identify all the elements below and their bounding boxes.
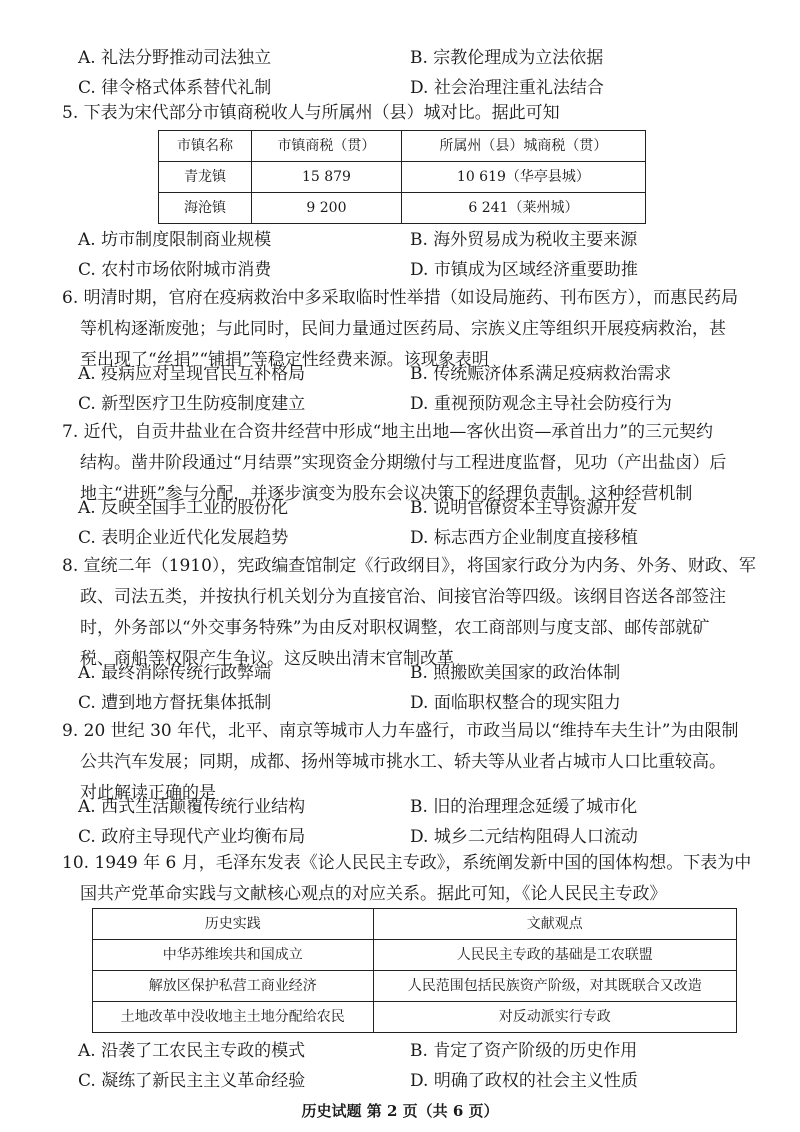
q4-option-c: C. 律令格式体系替代礼制 bbox=[78, 78, 272, 99]
q9-option-a: A. 西式生活颠覆传统行业结构 bbox=[78, 797, 306, 818]
q10-option-d: D. 明确了政权的社会主义性质 bbox=[410, 1071, 638, 1092]
q10-options bbox=[78, 1037, 778, 1097]
q8-stem-line: 税、商船等权限产生争议。这反映出清末官制改革 bbox=[80, 649, 454, 669]
table-header-cell: 市镇名称 bbox=[159, 131, 252, 162]
q6-stem-line: 至出现了“丝捐”“铺捐”等稳定性经费来源。该现象表明 bbox=[80, 350, 489, 370]
q5-option-d: D. 市镇成为区域经济重要助推 bbox=[410, 260, 638, 281]
q7-option-b: B. 说明官僚资本主导资源开发 bbox=[410, 498, 638, 519]
q7-stem-line: 地主“进班”参与分配，并逐步演变为股东会议决策下的经理负责制。这种经营机制 bbox=[80, 484, 693, 504]
q4-options bbox=[78, 44, 778, 104]
q10-option-a: A. 沿袭了工农民主专政的模式 bbox=[78, 1041, 306, 1062]
table-cell: 解放区保护私营工商业经济 bbox=[93, 971, 374, 1002]
q10-table bbox=[92, 908, 737, 1033]
table-cell: 10 619（华亭县城） bbox=[401, 162, 645, 193]
q10-stem-line: 国共产党革命实践与文献核心观点的对应关系。据此可知，《论人民民主专政》 bbox=[80, 884, 667, 904]
q8-option-a: A. 最终消除传统行政弊端 bbox=[78, 663, 272, 684]
q6-option-b: B. 传统赈济体系满足疫病救治需求 bbox=[410, 364, 672, 385]
q9-stem-line: 对此解读正确的是 bbox=[80, 783, 216, 803]
q8-option-c: C. 遭到地方督抚集体抵制 bbox=[78, 693, 272, 714]
q6-option-c: C. 新型医疗卫生防疫制度建立 bbox=[78, 394, 306, 415]
table-header-cell: 所属州（县）城商税（贯） bbox=[401, 131, 645, 162]
q9-option-b: B. 旧的治理理念延缓了城市化 bbox=[410, 797, 638, 818]
q5-options bbox=[78, 226, 778, 286]
q9-stem-line: 9. 20 世纪 30 年代，北平、南京等城市人力车盛行，市政当局以“维持车夫生计”为由限制 bbox=[62, 721, 739, 741]
table-row bbox=[159, 162, 646, 193]
q8-stem-line: 政、司法五类，并按执行机关划分为直接官治、间接官治等四级。该纲目咨送各部签注 bbox=[80, 587, 726, 607]
q10-stem-line: 10. 1949 年 6 月，毛泽东发表《论人民民主专政》，系统阐发新中国的国体构想。下表为中 bbox=[62, 853, 752, 873]
table-header-cell: 文献观点 bbox=[373, 909, 736, 940]
table-row bbox=[93, 971, 737, 1002]
table-row bbox=[93, 1002, 737, 1033]
q6-option-d: D. 重视预防观念主导社会防疫行为 bbox=[410, 394, 672, 415]
question-10 bbox=[62, 848, 782, 910]
table-row bbox=[93, 940, 737, 971]
q9-options bbox=[78, 793, 778, 853]
q10-option-c: C. 凝练了新民主主义革命经验 bbox=[78, 1071, 306, 1092]
table-cell: 人民范围包括民族资产阶级，对其既联合又改造 bbox=[373, 971, 736, 1002]
q7-option-c: C. 表明企业近代化发展趋势 bbox=[78, 528, 289, 549]
q8-option-b: B. 照搬欧美国家的政治体制 bbox=[410, 663, 621, 684]
q5-option-b: B. 海外贸易成为税收主要来源 bbox=[410, 230, 638, 251]
q7-stem-line: 结构。凿井阶段通过“月结票”实现资金分期缴付与工程进度监督，见功（产出盐卤）后 bbox=[80, 453, 727, 473]
q7-option-a: A. 反映全国手工业的股份化 bbox=[78, 498, 289, 519]
q8-stem-line: 8. 宣统二年（1910），宪政编查馆制定《行政纲目》，将国家行政分为内务、外务、财政、军 bbox=[62, 556, 756, 576]
q5-option-a: A. 坊市制度限制商业规模 bbox=[78, 230, 272, 251]
q8-stem-line: 时，外务部以“外交事务特殊”为由反对职权调整，农工商部则与度支部、邮传部就矿 bbox=[80, 618, 710, 638]
q4-option-b: B. 宗教伦理成为立法依据 bbox=[410, 48, 604, 69]
q6-options bbox=[78, 360, 778, 420]
q5-stem: 5. 下表为宋代部分市镇商税收人与所属州（县）城对比。据此可知 bbox=[62, 103, 560, 123]
q6-stem-line: 6. 明清时期，官府在疫病救治中多采取临时性举措（如设局施药、刊布医方），而惠民药局 bbox=[62, 288, 739, 308]
q10-option-b: B. 肯定了资产阶级的历史作用 bbox=[410, 1041, 638, 1062]
table-cell: 青龙镇 bbox=[159, 162, 252, 193]
q4-option-a: A. 礼法分野推动司法独立 bbox=[78, 48, 272, 69]
question-8 bbox=[62, 551, 782, 675]
q8-options bbox=[78, 659, 778, 719]
table-cell: 6 241（莱州城） bbox=[401, 193, 645, 224]
q9-stem-line: 公共汽车发展；同期，成都、扬州等城市挑水工、轿夫等从业者占城市人口比重较高。 bbox=[80, 752, 726, 772]
table-cell: 人民民主专政的基础是工农联盟 bbox=[373, 940, 736, 971]
table-row bbox=[159, 193, 646, 224]
table-cell: 对反动派实行专政 bbox=[373, 1002, 736, 1033]
table-header-row bbox=[93, 909, 737, 940]
q8-option-d: D. 面临职权整合的现实阻力 bbox=[410, 693, 621, 714]
table-header-cell: 市镇商税（贯） bbox=[252, 131, 402, 162]
table-cell: 中华苏维埃共和国成立 bbox=[93, 940, 374, 971]
q7-stem-line: 7. 近代，自贡井盐业在合资井经营中形成“地主出地—客伙出资—承首出力”的三元契约 bbox=[62, 422, 714, 442]
table-header-cell: 历史实践 bbox=[93, 909, 374, 940]
q9-option-d: D. 城乡二元结构阻碍人口流动 bbox=[410, 827, 638, 848]
table-cell: 土地改革中没收地主土地分配给农民 bbox=[93, 1002, 374, 1033]
table-header-row bbox=[159, 131, 646, 162]
table-cell: 15 879 bbox=[252, 162, 402, 193]
question-5 bbox=[62, 98, 782, 129]
q5-option-c: C. 农村市场依附城市消费 bbox=[78, 260, 272, 281]
page-footer: 历史试题 第 2 页（共 6 页） bbox=[301, 1102, 499, 1120]
q5-table bbox=[158, 130, 646, 224]
table-cell: 海沧镇 bbox=[159, 193, 252, 224]
q7-option-d: D. 标志西方企业制度直接移植 bbox=[410, 528, 638, 549]
q6-option-a: A. 疫病应对呈现官民互补格局 bbox=[78, 364, 306, 385]
q6-stem-line: 等机构逐渐废弛；与此同时，民间力量通过医药局、宗族义庄等组织开展疫病救治，甚 bbox=[80, 319, 726, 339]
q7-options bbox=[78, 494, 778, 554]
q9-option-c: C. 政府主导现代产业均衡布局 bbox=[78, 827, 306, 848]
q4-option-d: D. 社会治理注重礼法结合 bbox=[410, 78, 604, 99]
table-cell: 9 200 bbox=[252, 193, 402, 224]
